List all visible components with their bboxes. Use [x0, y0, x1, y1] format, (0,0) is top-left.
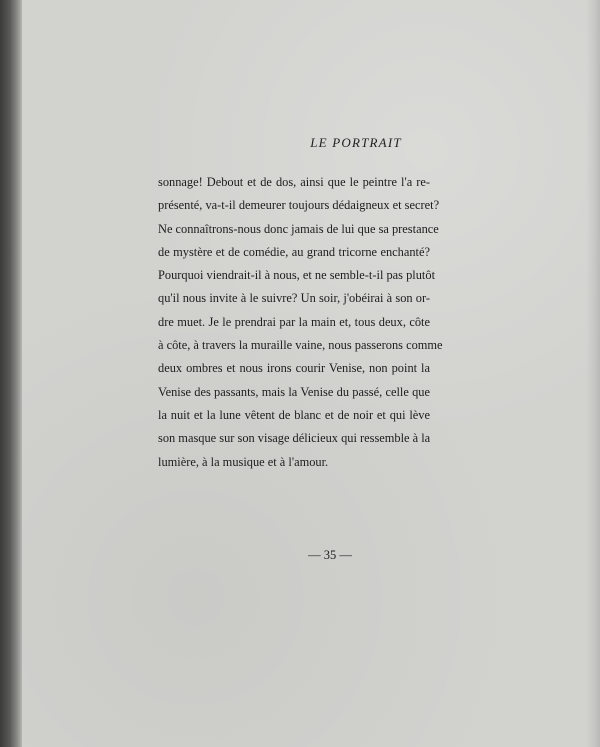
text-line: deux ombres et nous irons courir Venise, non point la: [158, 361, 430, 376]
text-line: à côte, à travers la muraille vaine, nous passerons comme: [158, 338, 443, 353]
text-line: Venise des passants, mais la Venise du passé, celle que: [158, 384, 430, 399]
book-page: [22, 0, 600, 747]
page-number: [22, 548, 600, 563]
book-binding-edge: [0, 0, 22, 747]
page-number-text: — 35 —: [308, 548, 352, 562]
text-line: son masque sur son visage délicieux qui ressemble à la: [158, 431, 431, 446]
running-head: [22, 135, 600, 151]
running-head-text: LE PORTRAIT: [310, 135, 402, 150]
text-line: présenté, va-t-il demeurer toujours dédaigneux et secret?: [158, 198, 440, 213]
body-text: [158, 171, 443, 474]
page-edge-shadow: [586, 0, 600, 747]
text-line: Ne connaîtrons-nous donc jamais de lui que sa prestance: [158, 221, 439, 236]
text-line: sonnage! Debout et de dos, ainsi que le peintre l'a re-: [158, 175, 430, 189]
text-line: la nuit et la lune vêtent de blanc et de noir et qui lève: [158, 407, 430, 422]
text-line: de mystère et de comédie, au grand tricorne enchanté?: [158, 244, 430, 259]
text-line: qu'il nous invite à le suivre? Un soir, j'obéirai à son or-: [158, 291, 430, 306]
text-line: Pourquoi viendrait-il à nous, et ne semble-t-il pas plutôt: [158, 268, 436, 283]
text-line-last: lumière, à la musique et à l'amour.: [158, 454, 329, 469]
text-line: dre muet. Je le prendrai par la main et, tous deux, côte: [158, 314, 430, 329]
